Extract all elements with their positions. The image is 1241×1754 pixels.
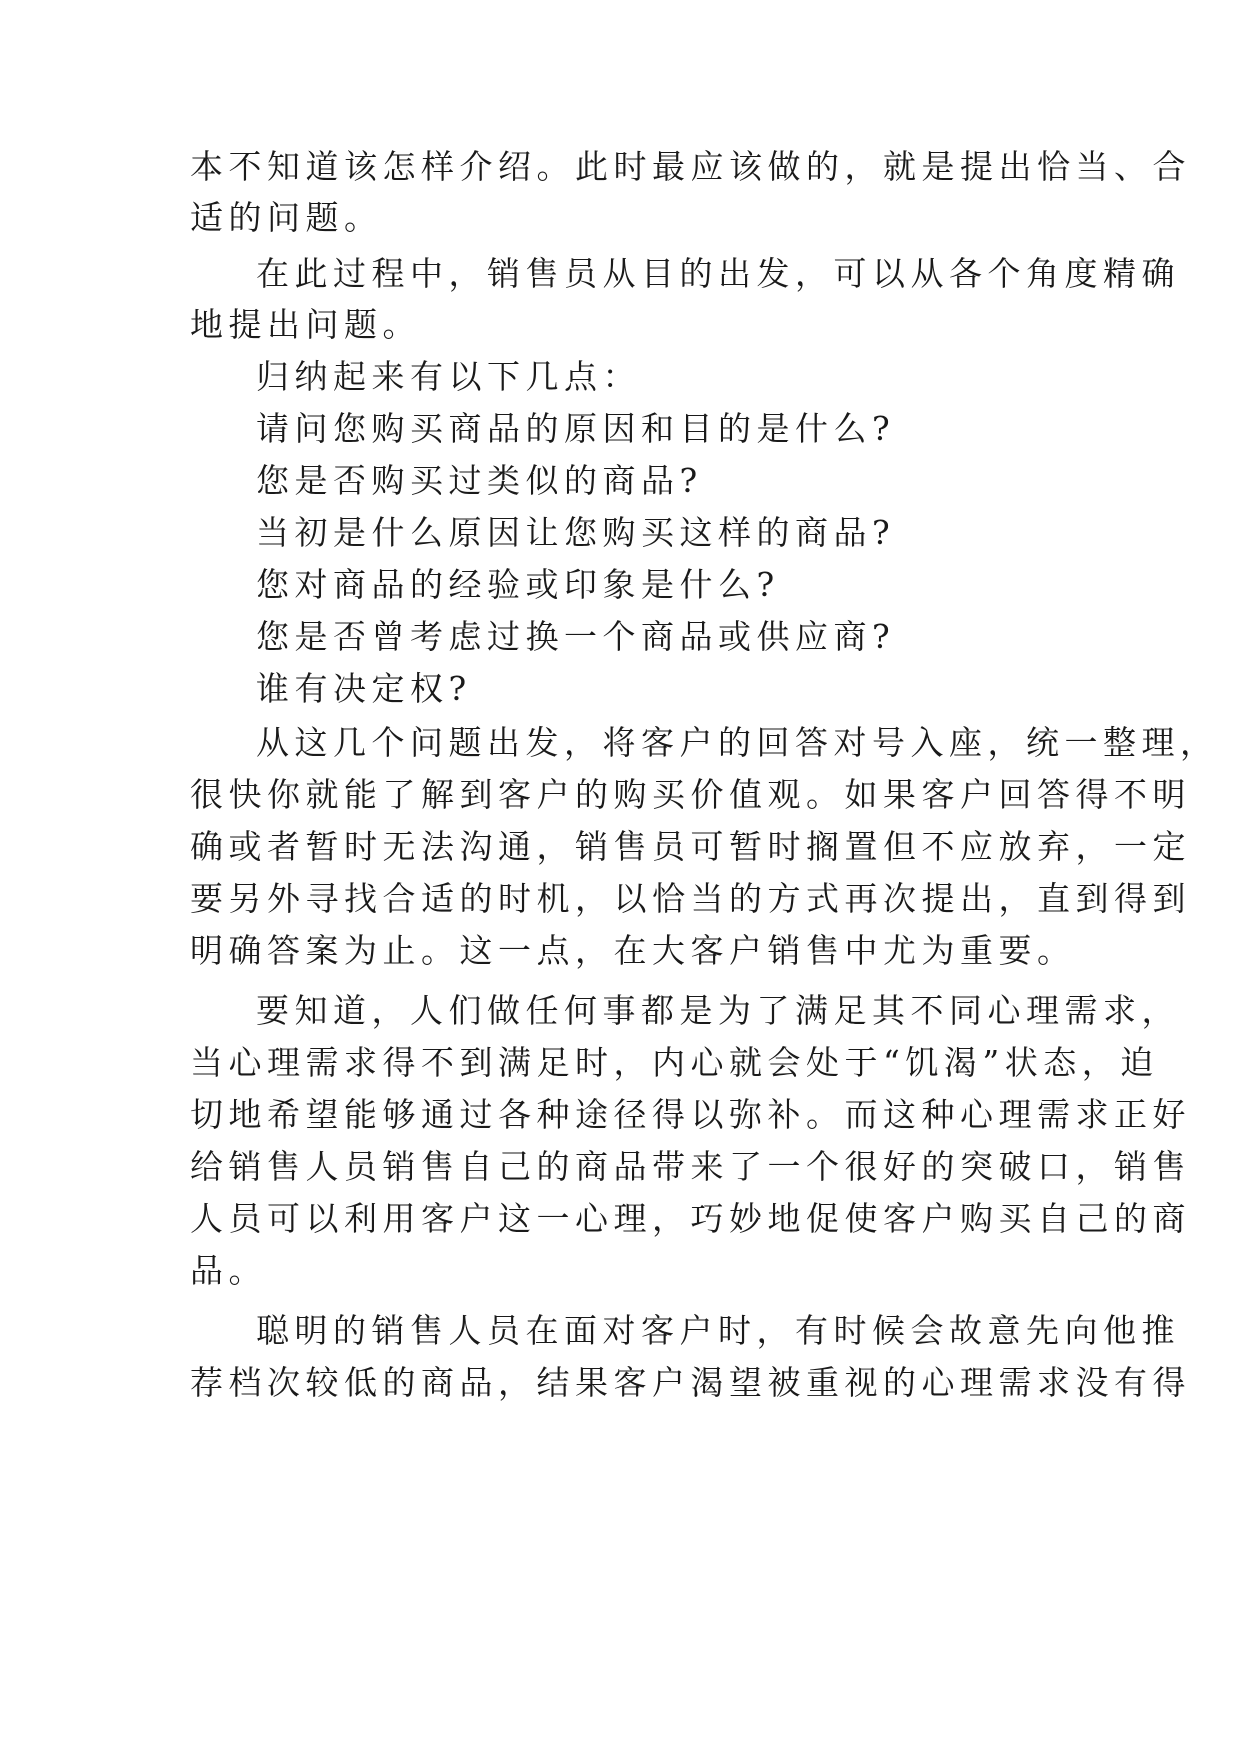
paragraph-line: 人员可以利用客户这一心理，巧妙地促使客户购买自己的商 [190,1199,1191,1238]
paragraph-line: 很快你就能了解到客户的购买价值观。如果客户回答得不明 [190,775,1191,814]
list-item: 请问您购买商品的原因和目的是什么? [256,409,896,448]
paragraph-line: 本不知道该怎样介绍。此时最应该做的，就是提出恰当、合 [190,147,1191,186]
paragraph-line: 品。 [190,1251,267,1290]
paragraph-line: 要另外寻找合适的时机，以恰当的方式再次提出，直到得到 [190,879,1191,918]
paragraph-line: 当心理需求得不到满足时，内心就会处于“饥渴”状态，迫 [190,1043,1159,1082]
paragraph-line: 在此过程中，销售员从目的出发，可以从各个角度精确 [256,254,1180,293]
paragraph-line: 归纳起来有以下几点： [256,357,641,396]
paragraph-line: 地提出问题。 [190,305,421,344]
list-item: 谁有决定权? [256,669,472,708]
paragraph-line: 荐档次较低的商品，结果客户渴望被重视的心理需求没有得 [190,1363,1191,1402]
paragraph-line: 从这几个问题出发，将客户的回答对号入座，统一整理， [256,723,1219,762]
list-item: 当初是什么原因让您购买这样的商品? [256,513,896,552]
list-item: 您是否曾考虑过换一个商品或供应商? [256,617,896,656]
list-item: 您是否购买过类似的商品? [256,461,703,500]
paragraph-line: 切地希望能够通过各种途径得以弥补。而这种心理需求正好 [190,1095,1191,1134]
paragraph-line: 要知道，人们做任何事都是为了满足其不同心理需求， [256,991,1180,1030]
paragraph-line: 确或者暂时无法沟通，销售员可暂时搁置但不应放弃，一定 [190,827,1191,866]
paragraph-line: 适的问题。 [190,198,383,237]
paragraph-line: 给销售人员销售自己的商品带来了一个很好的突破口，销售 [190,1147,1191,1186]
paragraph-line: 明确答案为止。这一点，在大客户销售中尤为重要。 [190,931,1076,970]
list-item: 您对商品的经验或印象是什么? [256,565,780,604]
paragraph-line: 聪明的销售人员在面对客户时，有时候会故意先向他推 [256,1311,1180,1350]
